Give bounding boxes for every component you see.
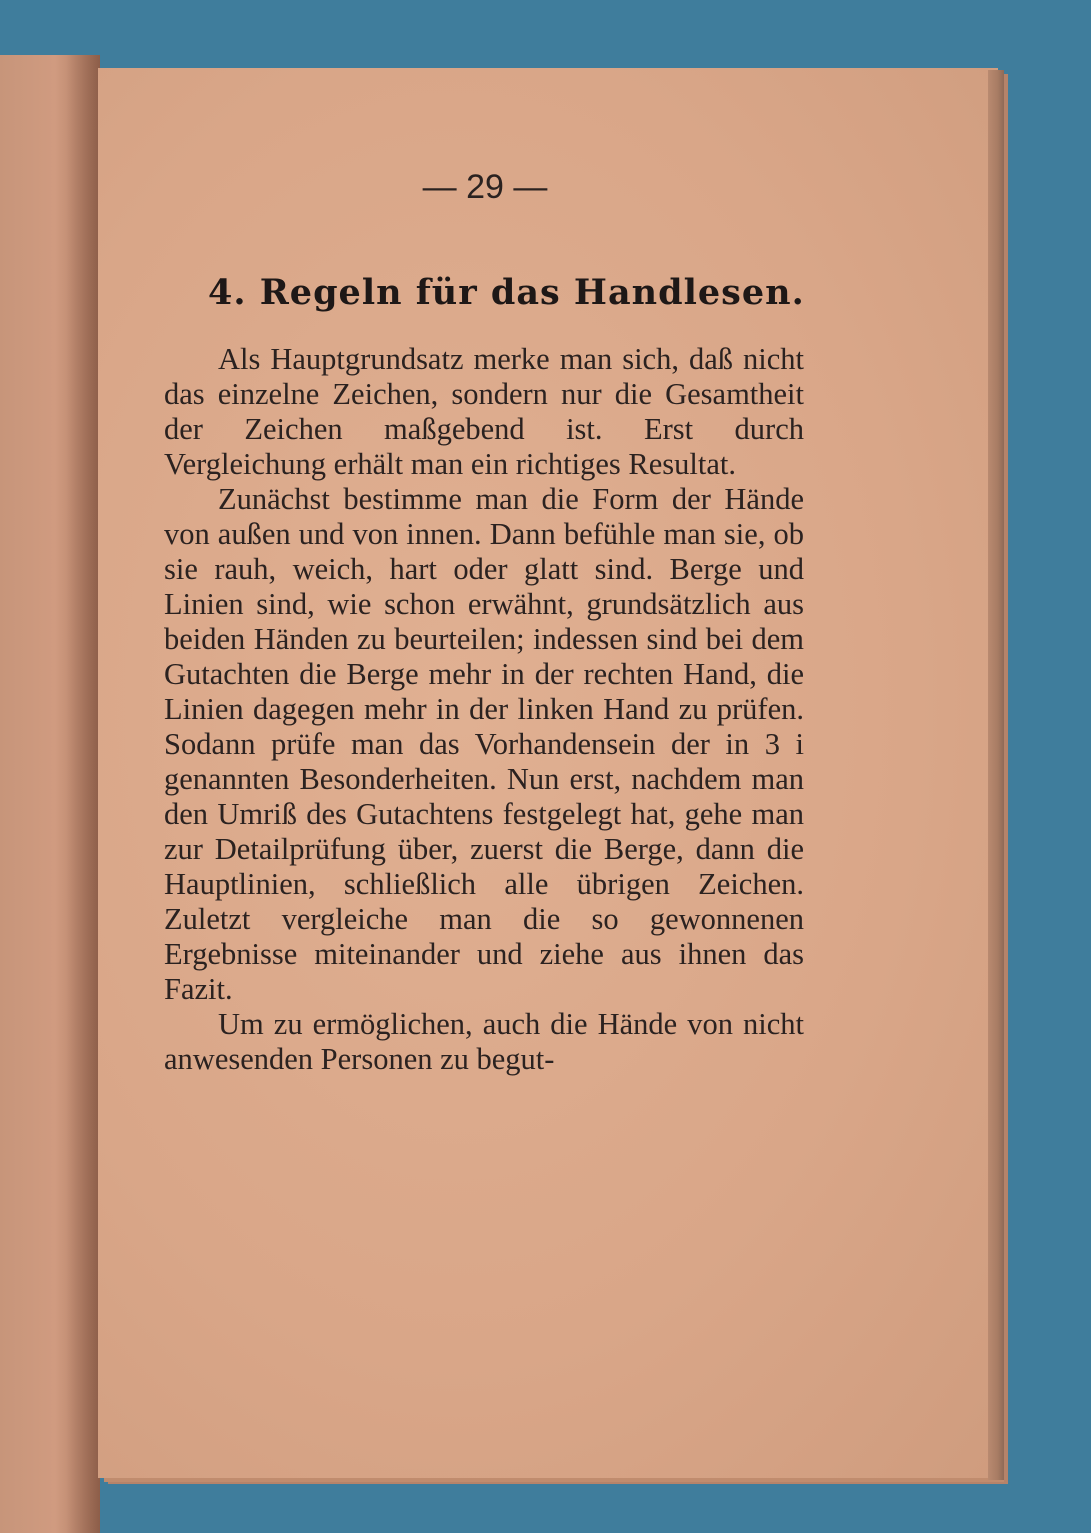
paragraph: Um zu ermöglichen, auch die Hände von nicht anwesenden Personen zu begut- [164, 1007, 804, 1076]
gutter-shadow [66, 55, 100, 1533]
section-heading: 4. Regeln für das Handlesen. [208, 272, 805, 313]
page-number: — 29 — [422, 168, 548, 206]
page-stack-edge [988, 70, 1004, 1480]
body-text [164, 342, 804, 1077]
paragraph: Als Hauptgrundsatz merke man sich, daß nicht das einzelne Zeichen, sondern nur die Gesamtheit der Zeichen maßgebend ist. Erst durch Vergleichung erhält man ein richtiges Resultat. [164, 342, 804, 481]
paragraph: Zunächst bestimme man die Form der Hände von außen und von innen. Dann befühle man sie, ob sie rauh, weich, hart oder glatt sind. Berge und Linien sind, wie schon erwähnt, grundsätzlich aus beiden Händen zu beurteilen; indessen sind bei dem Gutachten die Berge mehr in der rechten Hand, die Linien dagegen mehr in der linken Hand zu prüfen. Sodann prüfe man das Vorhandensein der in 3 i genannten Besonderheiten. Nun erst, nachdem man den Umriß des Gutachtens festgelegt hat, gehe man zur Detailprüfung über, zuerst die Berge, dann die Hauptlinien, schließlich alle übrigen Zeichen. Zuletzt vergleiche man die so gewonnenen Ergebnisse miteinander und ziehe aus ihnen das Fazit. [164, 482, 804, 1006]
